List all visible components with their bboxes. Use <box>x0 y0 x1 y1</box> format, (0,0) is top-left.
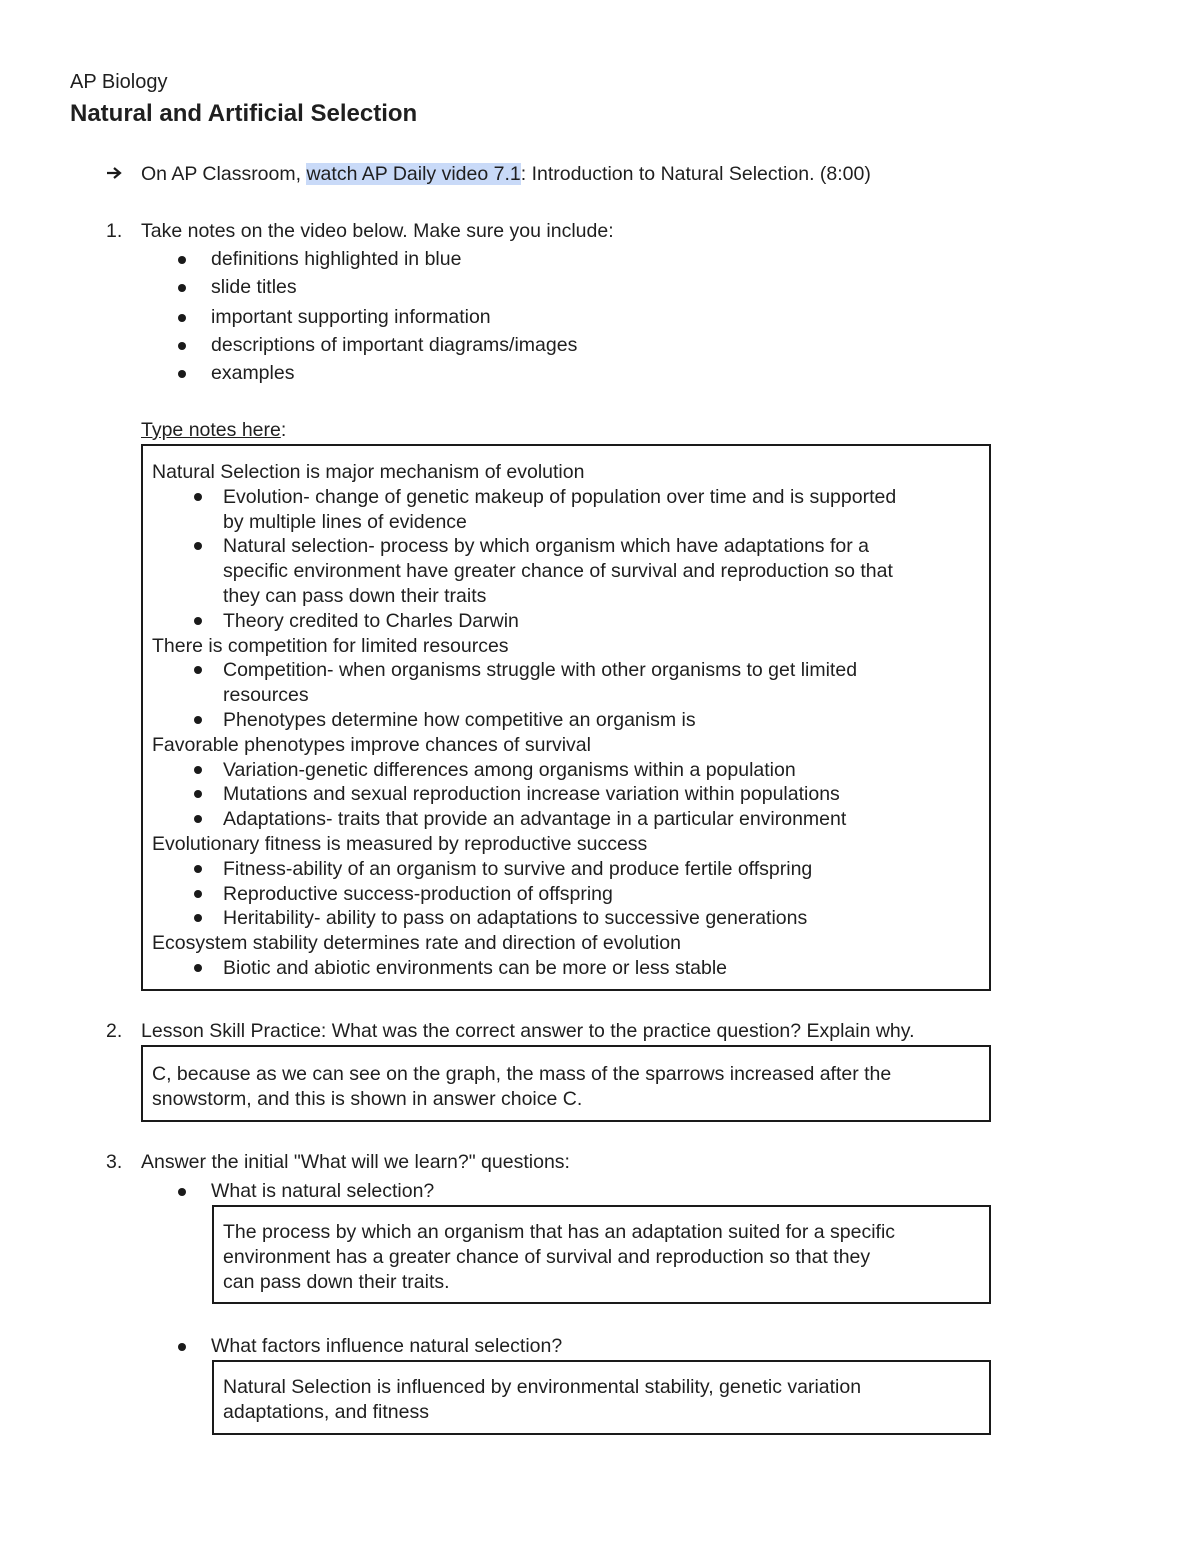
bullet-icon <box>178 1188 186 1196</box>
bullet-icon <box>194 790 202 798</box>
bullet-icon <box>194 865 202 873</box>
q1-bullet-item: slide titles <box>211 276 297 298</box>
q3-prompt: Answer the initial "What will we learn?" questions: <box>141 1151 570 1173</box>
notes-label-colon: : <box>280 419 287 441</box>
bullet-icon <box>178 314 186 322</box>
notes-heading: Natural Selection is major mechanism of evolution <box>152 461 585 483</box>
notes-bullet-line: Variation-genetic differences among organisms within a population <box>223 758 796 781</box>
q3b-answer-line: adaptations, and fitness <box>223 1401 429 1423</box>
right-arrow-icon <box>106 163 141 186</box>
notes-bullet-line: Competition- when organisms struggle with other organisms to get limited <box>223 659 858 682</box>
notes-bullet-line: Theory credited to Charles Darwin <box>223 609 519 632</box>
q1-bullet-item: examples <box>211 362 295 384</box>
notes-bullet-line: resources <box>223 684 309 707</box>
page-title: Natural and Artificial Selection <box>70 100 418 127</box>
notes-label <box>141 419 286 442</box>
notes-bullet-line: Natural selection- process by which organism which have adaptations for a <box>223 535 869 558</box>
bullet-icon <box>194 815 202 823</box>
q3b-answer-line: Natural Selection is influenced by environmental stability, genetic variation <box>223 1376 862 1398</box>
notes-heading: Evolutionary fitness is measured by reproductive success <box>152 833 648 855</box>
q3a-answer-box[interactable] <box>212 1205 991 1304</box>
bullet-icon <box>194 716 202 724</box>
q3-number: 3. <box>106 1151 123 1173</box>
notes-textbox[interactable] <box>141 444 991 991</box>
intro-instruction <box>106 163 871 186</box>
notes-bullet-line: Heritability- ability to pass on adaptations to successive generations <box>223 907 808 930</box>
q3b-answer-box[interactable] <box>212 1360 991 1435</box>
q3a-question: What is natural selection? <box>211 1180 435 1202</box>
bullet-icon <box>178 256 186 264</box>
bullet-icon <box>194 964 202 972</box>
notes-bullet-line: by multiple lines of evidence <box>223 510 467 533</box>
notes-bullet-line: they can pass down their traits <box>223 585 487 607</box>
intro-prefix: On AP Classroom, <box>141 163 307 185</box>
bullet-icon <box>194 890 202 898</box>
q1-number: 1. <box>106 220 123 242</box>
notes-label-text: Type notes here <box>141 419 281 441</box>
q1-bullet-item: definitions highlighted in blue <box>211 248 462 270</box>
bullet-icon <box>178 342 186 350</box>
bullet-icon <box>194 542 202 550</box>
notes-bullet-line: Phenotypes determine how competitive an organism is <box>223 709 696 731</box>
bullet-icon <box>194 914 202 922</box>
notes-heading: There is competition for limited resources <box>152 634 509 657</box>
q3b-question: What factors influence natural selection? <box>211 1335 563 1357</box>
bullet-icon <box>194 666 202 674</box>
q2-answer-line: snowstorm, and this is shown in answer choice C. <box>152 1088 583 1110</box>
q3a-answer-line: environment has a greater chance of survival and reproduction so that they <box>223 1246 871 1268</box>
notes-bullet-line: Evolution- change of genetic makeup of population over time and is supported <box>223 485 897 508</box>
notes-bullet-line: Fitness-ability of an organism to survive and produce fertile offspring <box>223 857 813 880</box>
q3a-answer-line: The process by which an organism that has an adaptation suited for a specific <box>223 1221 896 1243</box>
q2-answer-line: C, because as we can see on the graph, the mass of the sparrows increased after the <box>152 1063 892 1085</box>
q1-bullet-item: important supporting information <box>211 306 491 328</box>
notes-bullet-line: Adaptations- traits that provide an advantage in a particular environment <box>223 808 847 831</box>
q1-bullet-item: descriptions of important diagrams/images <box>211 334 578 356</box>
q2-number: 2. <box>106 1020 123 1042</box>
bullet-icon <box>194 493 202 501</box>
q2-answer-box[interactable] <box>141 1045 991 1122</box>
q3a-answer-line: can pass down their traits. <box>223 1271 450 1293</box>
notes-bullet-line: Biotic and abiotic environments can be more or less stable <box>223 957 728 979</box>
bullet-icon <box>194 766 202 774</box>
notes-bullet-line: specific environment have greater chance of survival and reproduction so that <box>223 560 893 583</box>
notes-bullet-line: Mutations and sexual reproduction increase variation within populations <box>223 783 840 806</box>
bullet-icon <box>178 284 186 292</box>
bullet-icon <box>194 617 202 625</box>
bullet-icon <box>178 370 186 378</box>
course-subject: AP Biology <box>70 71 168 93</box>
notes-heading: Ecosystem stability determines rate and direction of evolution <box>152 932 681 955</box>
q2-prompt: Lesson Skill Practice: What was the correct answer to the practice question? Explain why. <box>141 1020 915 1042</box>
notes-bullet-line: Reproductive success-production of offspring <box>223 882 613 905</box>
video-link-highlight[interactable]: watch AP Daily video 7.1 <box>306 163 521 185</box>
bullet-icon <box>178 1343 186 1351</box>
intro-suffix: : Introduction to Natural Selection. (8:00) <box>520 163 871 185</box>
notes-heading: Favorable phenotypes improve chances of survival <box>152 733 591 756</box>
q1-prompt: Take notes on the video below. Make sure you include: <box>141 220 614 242</box>
